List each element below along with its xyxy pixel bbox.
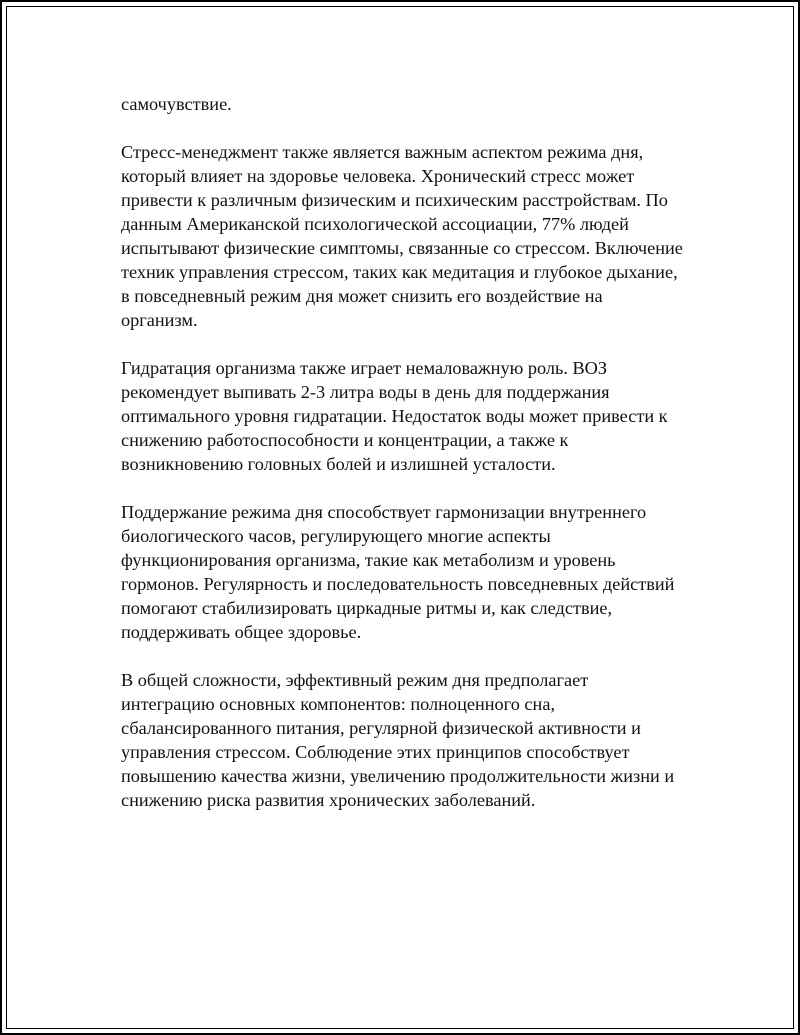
paragraph xyxy=(121,500,711,644)
text-line: техник управления стрессом, таких как медитация и глубокое дыхание, xyxy=(121,262,678,282)
text-line: функционирования организма, такие как метаболизм и уровень xyxy=(121,550,616,570)
text-line: Стресс-менеджмент также является важным аспектом режима дня, xyxy=(121,142,644,162)
text-line: снижению работоспособности и концентрации, а также к xyxy=(121,430,569,450)
text-line: Поддержание режима дня способствует гармонизации внутреннего xyxy=(121,502,647,522)
text-line: который влияет на здоровье человека. Хронический стресс может xyxy=(121,166,635,186)
text-line: возникновению головных болей и излишней усталости. xyxy=(121,454,556,474)
text-line: поддерживать общее здоровье. xyxy=(121,622,362,642)
text-line: испытывают физические симптомы, связанные со стрессом. Включение xyxy=(121,238,683,258)
paragraph xyxy=(121,668,711,812)
document-body xyxy=(121,92,711,836)
text-line: данным Американской психологической ассоциации, 77% людей xyxy=(121,214,629,234)
text-line: биологического часов, регулирующего многие аспекты xyxy=(121,526,551,546)
text-line: гормонов. Регулярность и последовательность повседневных действий xyxy=(121,574,675,594)
text-line: в повседневный режим дня может снизить его воздействие на xyxy=(121,286,603,306)
text-line: рекомендует выпивать 2-3 литра воды в день для поддержания xyxy=(121,382,610,402)
text-line: В общей сложности, эффективный режим дня предполагает xyxy=(121,670,589,690)
paragraph xyxy=(121,92,711,116)
text-line: самочувствие. xyxy=(121,94,232,114)
paragraph xyxy=(121,356,711,476)
text-line: повышению качества жизни, увеличению продолжительности жизни и xyxy=(121,766,675,786)
text-line: интеграцию основных компонентов: полноценного сна, xyxy=(121,694,556,714)
text-line: оптимального уровня гидратации. Недостаток воды может привести к xyxy=(121,406,668,426)
text-line: управления стрессом. Соблюдение этих принципов способствует xyxy=(121,742,630,762)
text-line: сбалансированного питания, регулярной физической активности и xyxy=(121,718,641,738)
text-line: снижению риска развития хронических заболеваний. xyxy=(121,790,536,810)
text-line: привести к различным физическим и психическим расстройствам. По xyxy=(121,190,668,210)
paragraph xyxy=(121,140,711,332)
text-line: Гидратация организма также играет немаловажную роль. ВОЗ xyxy=(121,358,608,378)
text-line: помогают стабилизировать циркадные ритмы и, как следствие, xyxy=(121,598,613,618)
text-line: организм. xyxy=(121,310,198,330)
